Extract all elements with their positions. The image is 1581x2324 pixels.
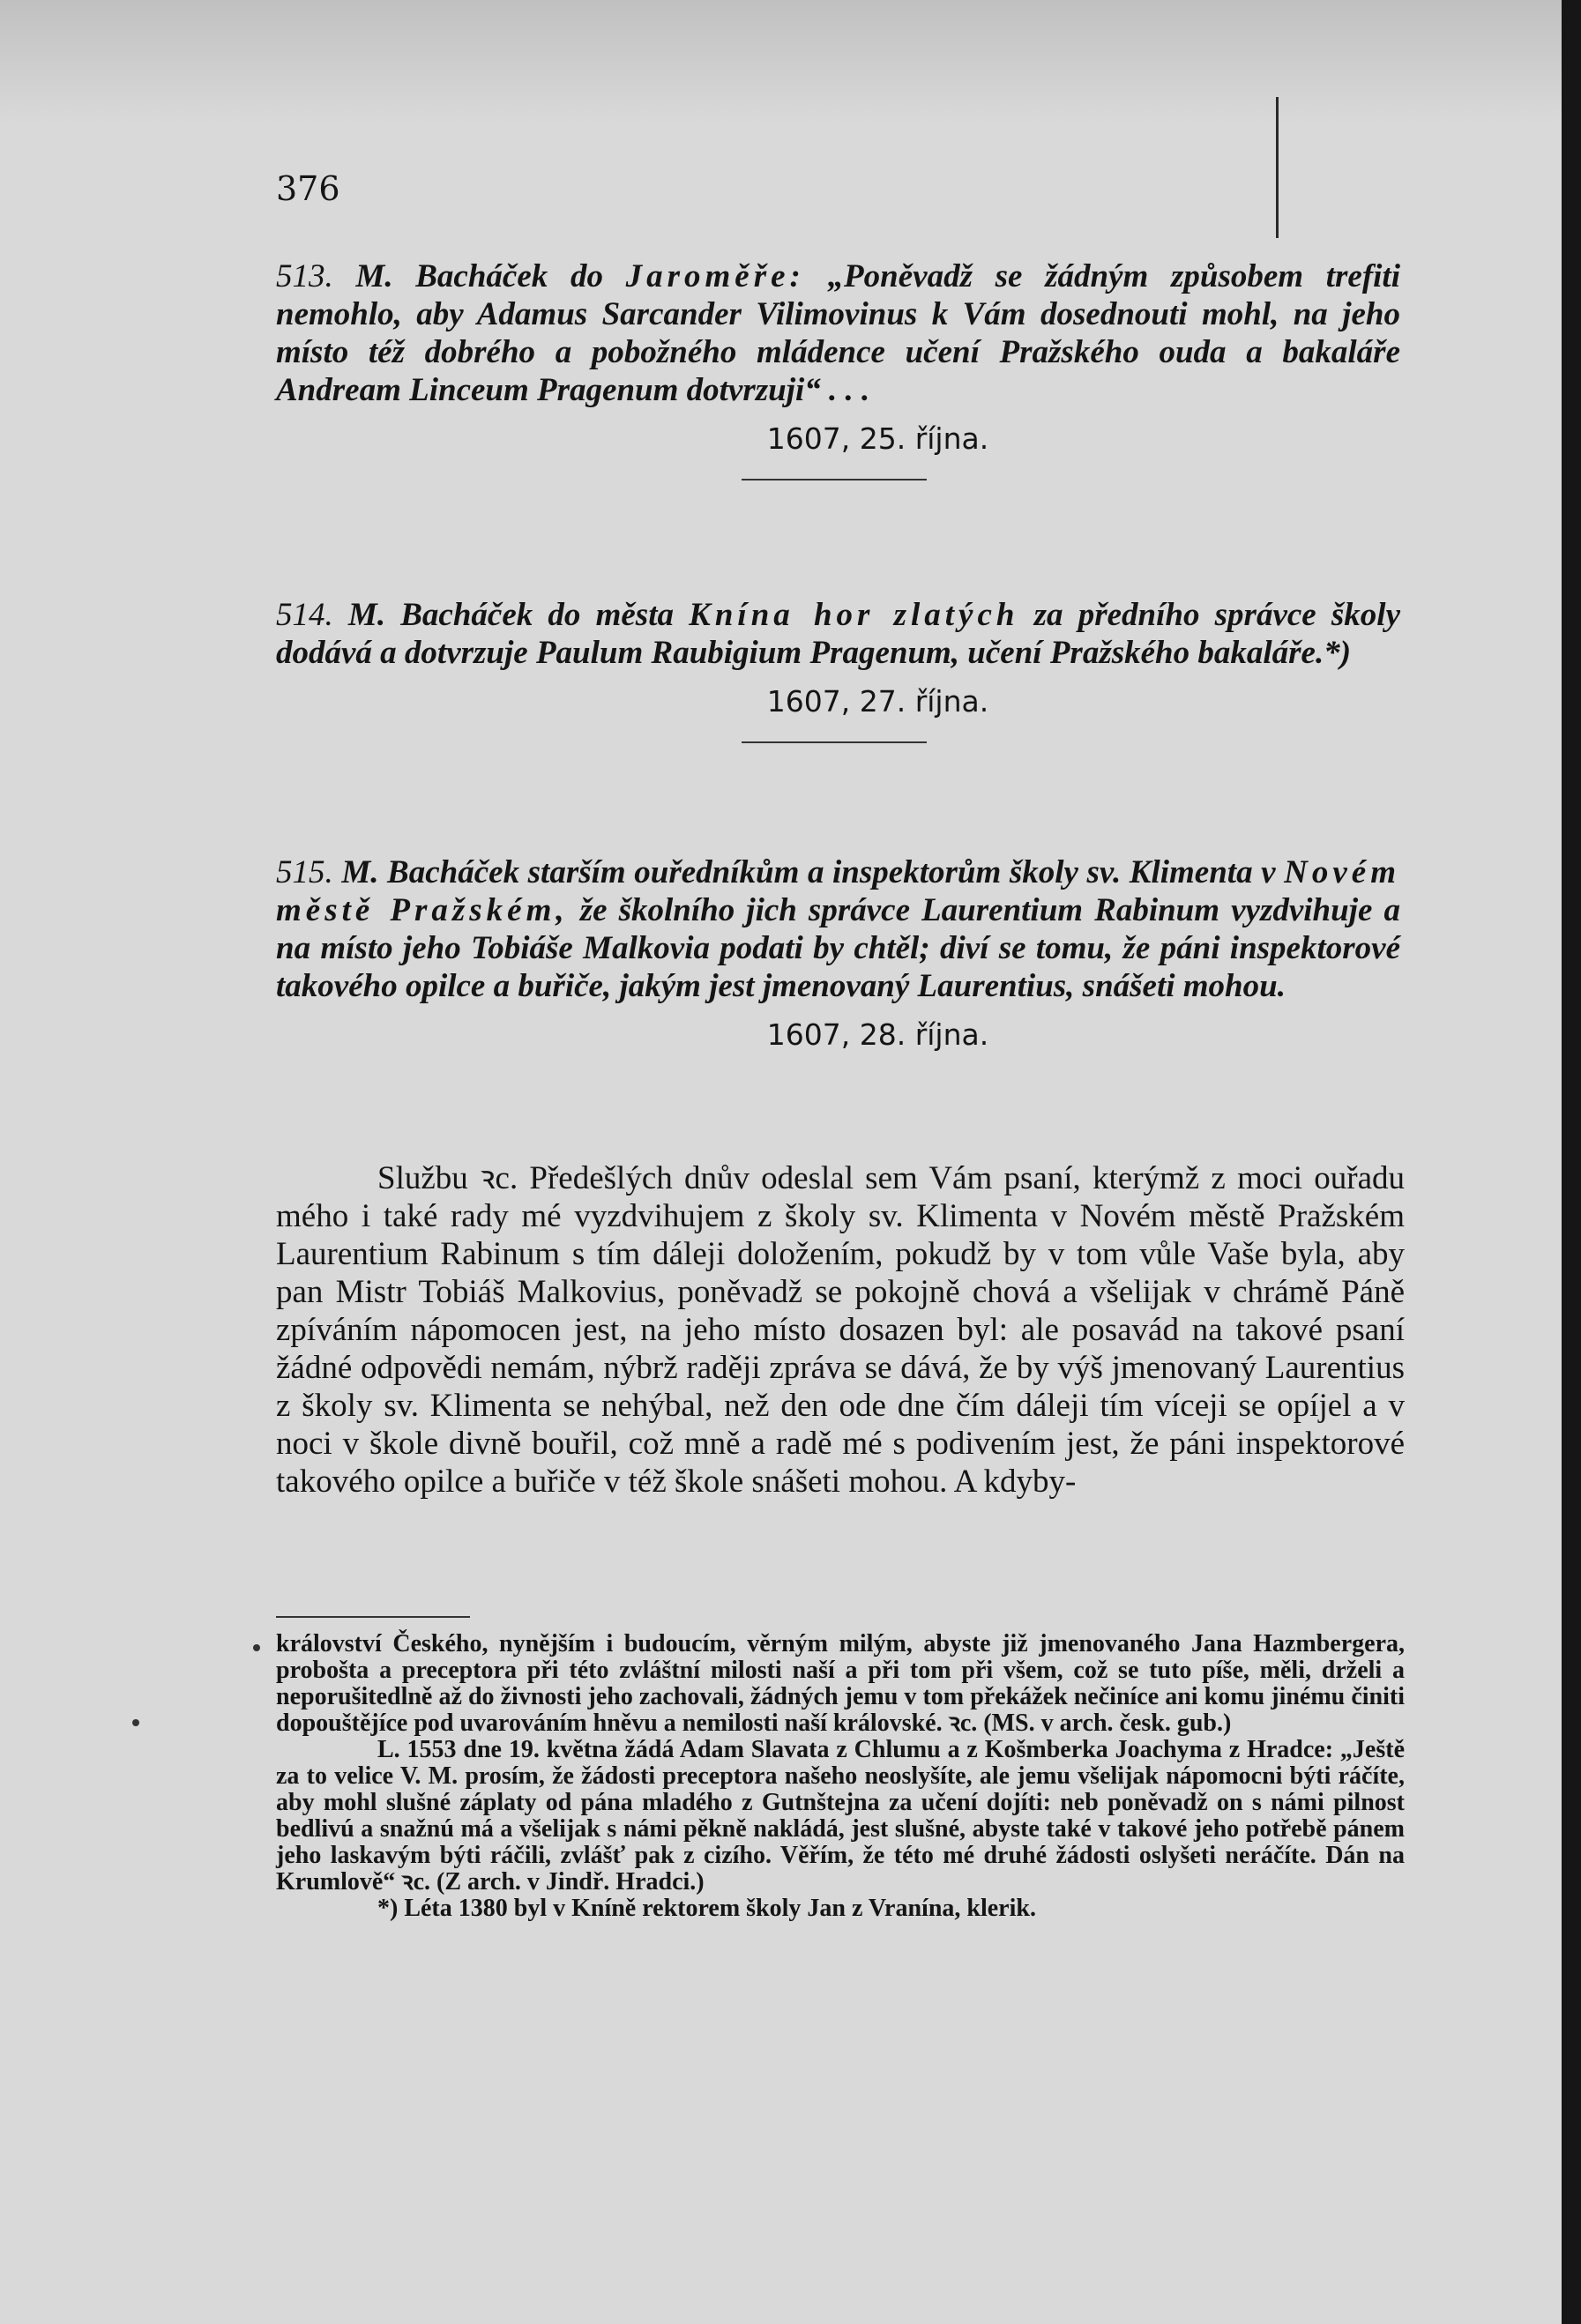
heading-text: za předního správce školy dodává a dotvrzuje Paulum Raubigium Pragenum, učení Pražského bakaláře.*) [276, 597, 1400, 671]
entry-heading [276, 596, 1400, 672]
scan-edge [1562, 0, 1581, 2324]
scan-speck [253, 1644, 260, 1651]
entry-515 [276, 853, 1400, 1052]
heading-text: „Poněvadž se žádným způsobem trefiti nemohlo, aby Adamus Sarcander Vilimovinus k Vám dosednouti mohl, na jeho místo též dobrého a pobožného mládence učení Pražského ouda a bakaláře Andream Linceum Pragenum dotvrzuji“ . . . [276, 258, 1400, 408]
entry-number: 515. [276, 854, 333, 890]
entry-date: 1607, 27. října. [766, 684, 989, 719]
footnote-star: *) Léta 1380 byl v Kníně rektorem školy Jan z Vranína, klerik. [377, 1895, 1036, 1922]
divider [742, 741, 927, 743]
letter-body: Službu ꝛc. Předešlých dnův odeslal sem Vám psaní, kterýmž z moci ouřadu mého i také rady mé vyzdvihujem z školy sv. Klimenta v Novém městě Pražském Laurentium Rabinum s tím dáleji doložením, pokudž by v tom vůle Vaše byla, aby pan Mistr Tobiáš Malkovius, poněvadž se pokojně chová a všelijak v chrámě Páně zpíváním nápomocen jest, na jeho místo dosazen byl: ale posavád na takové psaní žádné odpovědi nemám, nýbrž raději zpráva se dává, že by výš jmenovaný Laurentius z školy sv. Klimenta se nehýbal, než den ode dne čím dáleji tím víceji se opíjel a v noci v škole divně bouřil, což mně a radě mé s podivením jest, že páni inspektorové takového opilce a buřiče v též škole snášeti mohou. A kdyby- [276, 1160, 1405, 1500]
scan-edge-line [1276, 97, 1279, 238]
heading-text: M. Bacháček starším ouředníkům a inspektorům školy sv. Klimenta v [341, 854, 1285, 890]
footnotes [276, 1631, 1405, 1922]
heading-text: M. Bacháček do města [347, 597, 690, 633]
page-number: 376 [276, 169, 340, 208]
entry-number: 514. [276, 597, 333, 633]
footnote-continued: království Českého, nynějším i budoucím, věrným milým, abyste již jmenovaného Jana Hazmbergera, probošta a preceptora při této zvláštní milosti naší a při tom při všem, což se tuto píše, měli, drželi a neporušitedlně až do živnosti jeho zachovali, žádných jemu v tom překážek nečiníce ani komu jinému činiti dopouštějíce pod uvarováním hněvu a nemilosti naší královské. ꝛc. (MS. v arch. česk. gub.) [276, 1630, 1405, 1737]
footnote-paragraph: L. 1553 dne 19. května žádá Adam Slavata z Chlumu a z Košmberka Joachyma z Hradce: „Ještě za to velice V. M. prosím, že žádosti preceptora našeho neoslyšíte, ale jemu všelijak nápomocni býti ráčíte, aby mohl slušné záplaty od pána mladého z Gutnštejna za učení dojíti: neb poněvadž on s námi pilnost bedlivú a snažnú má a všelijak s námi pěkně nakládá, jest slušné, abyste také v takové jeho potřebě pánem jeho laskavým býti ráčili, zvlášť pak z cizího. Věřím, že této mé druhé žádosti oslyšeti neráčíte. Dán na Krumlově“ ꝛc. (Z arch. v Jindř. Hradci.) [276, 1736, 1405, 1896]
entry-heading [276, 853, 1400, 1005]
entry-514 [276, 596, 1400, 743]
heading-text: že školního jich správce Laurentium Rabinum vyzdvihuje a na místo jeho Tobiáše Malkovia podati by chtěl; diví se tomu, že páni inspektorové takového opilce a buřiče, jakým jest jmenovaný Laurentius, snášeti mohou. [276, 892, 1400, 1004]
heading-place: Knína hor zlatých [689, 597, 1019, 633]
entry-heading [276, 257, 1400, 409]
entry-date: 1607, 28. října. [766, 1017, 989, 1052]
heading-text: M. Bacháček do [355, 258, 626, 294]
scan-speck [132, 1719, 139, 1726]
divider [742, 479, 927, 480]
entry-number: 513. [276, 258, 333, 294]
footnote-divider [276, 1616, 470, 1618]
entry-date: 1607, 25. října. [766, 421, 989, 456]
scan-noise [0, 0, 1581, 123]
heading-place: Jaroměře: [625, 258, 805, 294]
entry-513 [276, 257, 1400, 480]
heading-place: Novém městě Pražském, [276, 854, 1400, 928]
